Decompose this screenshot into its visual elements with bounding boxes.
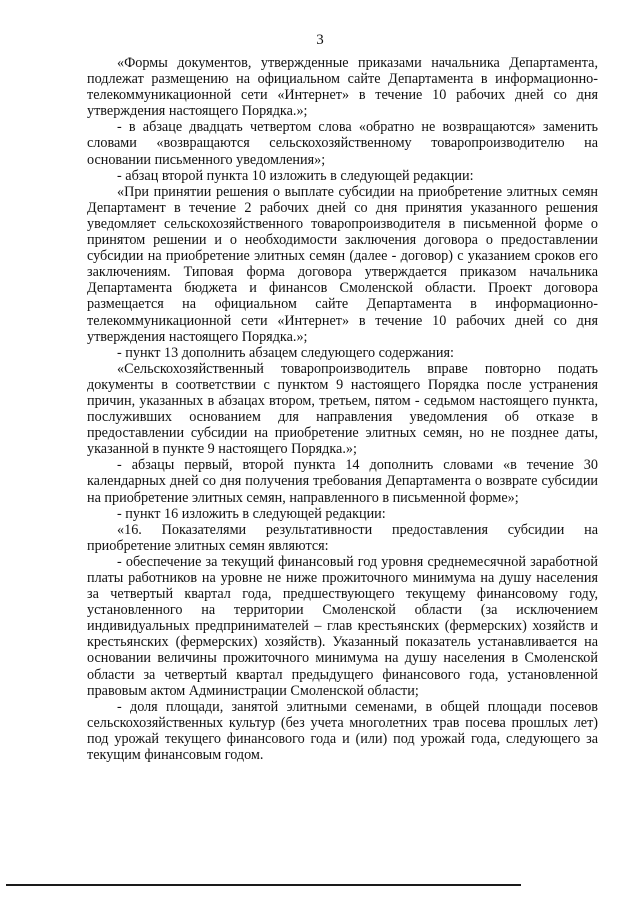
paragraph-amend-punkt-14: - абзацы первый, второй пункта 14 дополнить словами «в течение 30 календарных дней со дня получения требования Департамента о возврате субсидии на приобретение элитных семян, направленного в письменной форме»; [87, 457, 598, 506]
paragraph-punkt-13-new-text: «Сельскохозяйственный товаропроизводитель вправе повторно подать документы в соответствии с пунктом 9 настоящего Порядка после устранения причин, указанных в абзацах втором, третьем, пятом - седьмом настоящего пункта, послуживших основанием для направления уведомления об отказе в предоставлении субсидии на приобретение элитных семян, но не позднее даты, указанной в пункте 9 настоящего Порядка.»; [87, 360, 598, 458]
paragraph-punkt-16-heading: «16. Показателями результативности предоставления субсидии на приобретение элитных семян являются: [87, 521, 598, 554]
paragraph-indicator-salary: - обеспечение за текущий финансовый год уровня среднемесячной заработной платы работников на уровне не ниже прожиточного минимума на душу населения за четвертый квартал года, предшествующего текущему финансовому году, установленного на территории Смоленской области (за исключением индивидуальных предпринимателей – глав крестьянских (фермерских) хозяйств и крестьянских (фермерских) хозяйств). Указанный показатель устанавливается на основании величины прожиточного минимума на душу населения в Смоленской области за четвертый квартал предыдущего финансового года, установленной правовым актом Администрации Смоленской области; [87, 553, 598, 699]
paragraph-punkt-10-new-text: «При принятии решения о выплате субсидии на приобретение элитных семян Департамент в течение 2 рабочих дней со дня принятия указанного решения уведомляет сельскохозяйственного товаропроизводителя в письменной форме о принятом решении и о необходимости заключения договора о предоставлении субсидии на приобретение элитных семян (далее - договор) с указанием сроков его заключениям. Типовая форма договора утверждается приказом начальника Департамента бюджета и финансов Смоленской области. Проект договора размещается на официальном сайте Департамента в информационно-телекоммуникационной сети «Интернет» в течение 10 рабочих дней со дня утверждения настоящего Порядка.»; [87, 183, 598, 345]
page-number: 3 [316, 32, 324, 48]
paragraph-indicator-elite-seed-share: - доля площади, занятой элитными семенами, в общей площади посевов сельскохозяйственных культур (без учета многолетних трав посева прошлых лет) под урожай текущего финансового года и (или) под урожай года, следующего за текущим финансовым годом. [87, 698, 598, 764]
paragraph-amend-punkt-10-intro: - абзац второй пункта 10 изложить в следующей редакции: [117, 167, 474, 184]
paragraph-amend-punkt-13-intro: - пункт 13 дополнить абзацем следующего содержания: [117, 344, 454, 361]
paragraph-forms-publication: «Формы документов, утвержденные приказами начальника Департамента, подлежат размещению на официальном сайте Департамента в информационно-телекоммуникационной сети «Интернет» в течение 10 рабочих дней со дня утверждения настоящего Порядка.»; [87, 55, 598, 120]
paragraph-amend-punkt-16-intro: - пункт 16 изложить в следующей редакции: [117, 505, 386, 522]
paragraph-amend-abzac-24: - в абзаце двадцать четвертом слова «обратно не возвращаются» заменить словами «возвращаются сельскохозяйственному товаропроизводителю на основании письменного уведомления»; [87, 119, 598, 168]
document-body [87, 55, 598, 763]
footer-divider [6, 884, 521, 886]
